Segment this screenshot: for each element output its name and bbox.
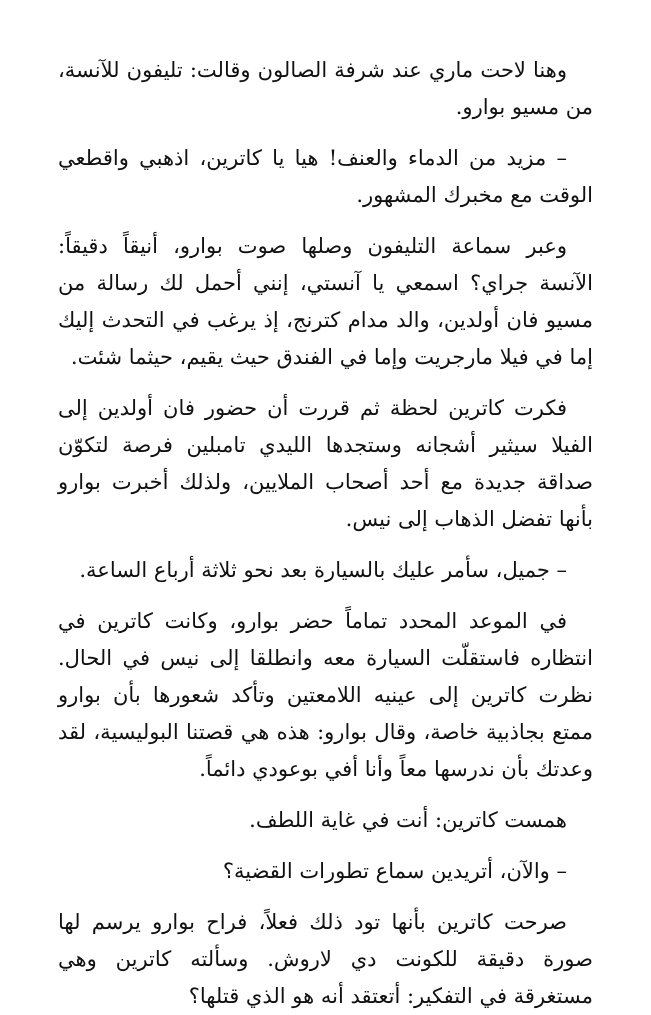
paragraph-5: – جميل، سأمر عليك بالسيارة بعد نحو ثلاثة أرباع الساعة. — [79, 558, 567, 582]
paragraph-3: وعبر سماعة التليفون وصلها صوت بوارو، أنيقاً دقيقاً: الآنسة جراي؟ اسمعي يا آنستي، إنني أحمل لك رسالة من مسيو فان أولدين، والد مدام كترنج، إذ يرغب في التحدث إليك إما في فيلا مارجريت وإما في الفندق حيث يقيم، حيثما شئت. — [58, 234, 593, 369]
paragraph-6: في الموعد المحدد تماماً حضر بوارو، وكانت كاترين في انتظاره فاستقلّت السيارة معه وانطلقا إلى نيس في الحال. نظرت كاترين إلى عينيه اللامعتين وتأكد شعورها بأن بوارو ممتع بجاذبية خاصة، وقال بوارو: هذه هي قصتنا البوليسية، لقد وعدتك بأن ندرسها معاً وأنا أفي بوعودي دائماً. — [58, 609, 593, 781]
paragraph-7: همست كاترين: أنت في غاية اللطف. — [249, 808, 567, 832]
paragraph-8: – والآن، أتريدين سماع تطورات القضية؟ — [222, 859, 567, 883]
paragraph-4: فكرت كاترين لحظة ثم قررت أن حضور فان أولدين إلى الفيلا سيثير أشجانه وستجدها الليدي تامبلين فرصة لتكوّن صداقة جديدة مع أحد أصحاب الملايين، ولذلك أخبرت بوارو بأنها تفضل الذهاب إلى نيس. — [58, 396, 593, 531]
paragraph-1: وهنا لاحت ماري عند شرفة الصالون وقالت: تليفون للآنسة، من مسيو بوارو. — [58, 58, 593, 119]
paragraph-9: صرحت كاترين بأنها تود ذلك فعلاً، فراح بوارو يرسم لها صورة دقيقة للكونت دي لاروش. وسألته كاترين وهي مستغرقة في التفكير: أتعتقد أنه هو الذي قتلها؟ — [58, 910, 593, 1008]
paragraph-2: – مزيد من الدماء والعنف! هيا يا كاترين، اذهبي واقطعي الوقت مع مخبرك المشهور. — [58, 146, 593, 207]
